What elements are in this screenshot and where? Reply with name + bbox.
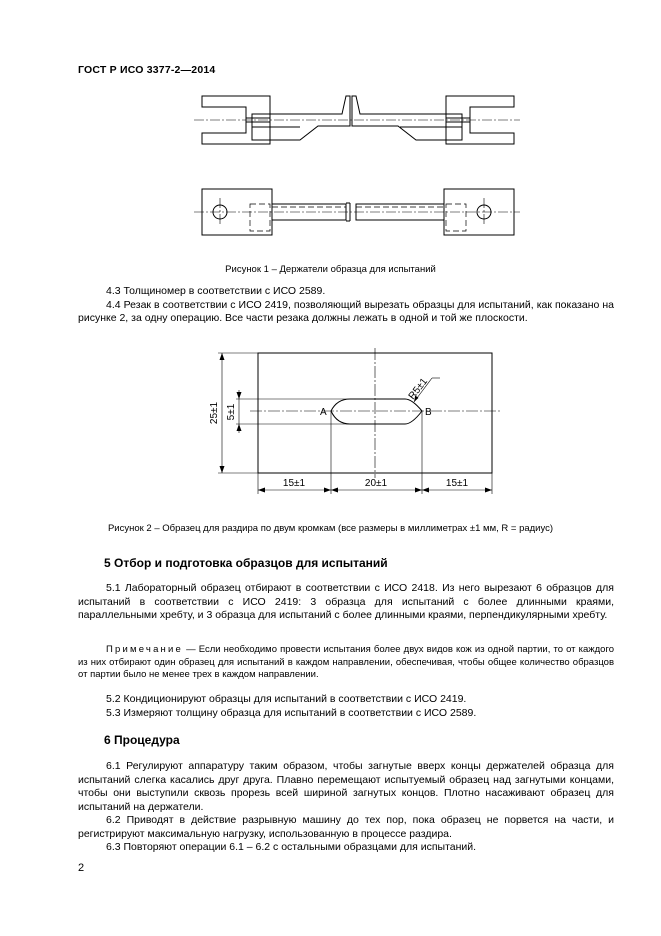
clause-4-4: 4.4 Резак в соответствии с ИСО 2419, позволяющий вырезать образцы для испытаний, как показано на рисунке 2, за одну операцию. Все части резака должны лежать в одной и той же плоскости.: [78, 298, 614, 324]
dim-radius: R5±1: [406, 376, 431, 402]
point-a-label: A: [320, 407, 327, 418]
clause-4-3: 4.3 Толщиномер в соответствии с ИСО 2589.: [106, 285, 326, 297]
dim-height-total: 25±1: [209, 401, 220, 425]
figure-2-specimen-drawing: [200, 345, 500, 500]
clause-5-3: 5.3 Измеряют толщину образца для испытаний в соответствии с ИСО 2589.: [106, 706, 477, 719]
note-label: Примечание: [106, 644, 183, 655]
section-6-clauses: [78, 760, 614, 855]
dim-left-length: 15±1: [282, 478, 306, 489]
note-text: — Если необходимо провести испытания более двух видов кож из одной партии, то от каждого из них отбирают один образец для испытаний в каждом направлении, обеспечивая, чтобы общее количество образцов от партии было не менее трех в каждом направлении.: [78, 644, 614, 680]
section-4-clauses: [78, 285, 614, 326]
section-5-clauses-2-3: [78, 693, 614, 720]
dim-right-length: 15±1: [445, 478, 469, 489]
dim-height-slot: 5±1: [226, 403, 237, 421]
figure-2-caption: Рисунок 2 – Образец для раздира по двум кромкам (все размеры в миллиметрах ±1 мм, R = радиус): [107, 523, 554, 534]
clause-5-2: 5.2 Кондиционируют образцы для испытаний в соответствии с ИСО 2419.: [106, 693, 467, 705]
specimen-slot: [331, 399, 422, 424]
figure-1-caption: Рисунок 1 – Держатели образца для испытаний: [225, 264, 436, 275]
section-5-clause-1: [78, 582, 614, 623]
section-6-heading: 6 Процедура: [104, 733, 180, 747]
dim-middle-length: 20±1: [364, 478, 388, 489]
document-header: ГОСТ Р ИСО 3377-2—2014: [78, 64, 216, 76]
clause-5-1: 5.1 Лабораторный образец отбирают в соответствии с ИСО 2418. Из него вырезают 6 образцов для испытаний в соответствии с ИСО 2419: 3 образца для испытаний с более длинными краями, параллельными хребту, и 3 образца для испытаний с более длинными краями, перпендикулярными хребту.: [78, 582, 614, 621]
clause-6-1: 6.1 Регулируют аппаратуру таким образом, чтобы загнутые вверх концы держателей образца для испытаний слегка касались друг друга. Плавно перемещают испытуемый образец над загнутыми концами, чтобы они выступили сквозь прорезь всей шириной загнутых концов. Плотно насаживают образец для испытаний на держатели.: [78, 760, 614, 813]
clause-6-3: 6.3 Повторяют операции 6.1 – 6.2 с остальными образцами для испытаний.: [106, 841, 477, 853]
section-5-note: [78, 644, 614, 682]
page-number: 2: [78, 862, 85, 874]
clause-6-2: 6.2 Приводят в действие разрывную машину до тех пор, пока образец не порвется на части, и регистрируют максимальную нагрузку, использованную в процессе раздира.: [78, 814, 614, 840]
section-5-heading: 5 Отбор и подготовка образцов для испытаний: [104, 556, 388, 570]
point-b-label: B: [425, 407, 432, 418]
figure-1-holders-drawing: [190, 85, 520, 245]
